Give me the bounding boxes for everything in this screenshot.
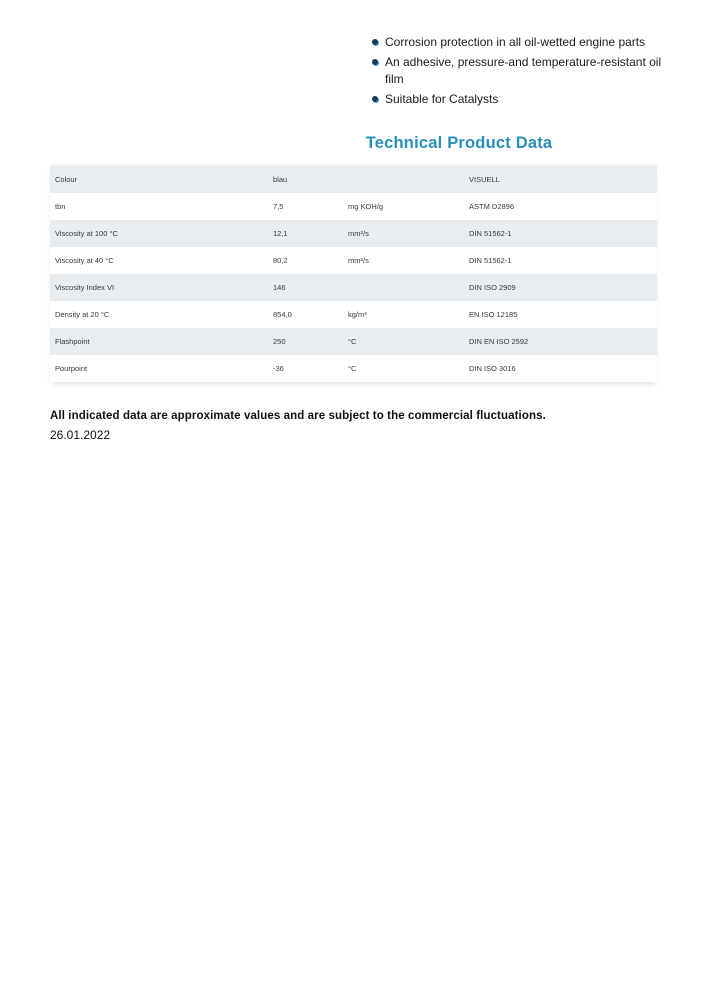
table-row <box>50 355 657 382</box>
method-cell: VISUELL <box>464 165 657 193</box>
value-cell: 854,0 <box>268 301 343 328</box>
table-row <box>50 274 657 301</box>
unit-cell: °C <box>343 355 464 382</box>
method-cell: DIN ISO 2909 <box>464 274 657 301</box>
document-date: 26.01.2022 <box>50 428 111 442</box>
feature-text: An adhesive, pressure-and temperature-resistant oil film <box>385 54 662 86</box>
property-cell: Density at 20 °C <box>50 301 268 328</box>
value-cell: -36 <box>268 355 343 382</box>
value-cell: 7,5 <box>268 193 343 220</box>
technical-data-table <box>50 164 657 382</box>
table-row <box>50 193 657 220</box>
value-cell: blau <box>268 165 343 193</box>
property-cell: Colour <box>50 165 268 193</box>
feature-item <box>372 54 672 89</box>
unit-cell: mm²/s <box>343 247 464 274</box>
property-cell: Flashpoint <box>50 328 268 355</box>
unit-cell: mm²/s <box>343 220 464 247</box>
feature-text: Suitable for Catalysts <box>385 91 499 106</box>
disclaimer-text: All indicated data are approximate values and are subject to the commercial fluctuations. <box>50 410 546 422</box>
table-row <box>50 165 657 193</box>
method-cell: ASTM D2896 <box>464 193 657 220</box>
value-cell: 146 <box>268 274 343 301</box>
table-row <box>50 220 657 247</box>
unit-cell: mg KOH/g <box>343 193 464 220</box>
table-row <box>50 301 657 328</box>
feature-item <box>372 91 672 109</box>
method-cell: EN ISO 12185 <box>464 301 657 328</box>
property-cell: tbn <box>50 193 268 220</box>
bullet-dot-icon <box>372 39 378 45</box>
property-cell: Pourpoint <box>50 355 268 382</box>
feature-list <box>372 34 672 110</box>
unit-cell: kg/m³ <box>343 301 464 328</box>
feature-text: Corrosion protection in all oil-wetted engine parts <box>385 35 646 49</box>
property-cell: Viscosity Index VI <box>50 274 268 301</box>
table-row <box>50 247 657 274</box>
property-cell: Viscosity at 40 °C <box>50 247 268 274</box>
bullet-dot-icon <box>372 59 378 65</box>
method-cell: DIN ISO 3016 <box>464 355 657 382</box>
property-cell: Viscosity at 100 °C <box>50 220 268 247</box>
feature-item <box>372 34 672 52</box>
method-cell: DIN 51562-1 <box>464 220 657 247</box>
unit-cell <box>343 165 464 193</box>
unit-cell: °C <box>343 328 464 355</box>
section-title: Technical Product Data <box>365 134 553 152</box>
unit-cell <box>343 274 464 301</box>
value-cell: 12,1 <box>268 220 343 247</box>
method-cell: DIN 51562-1 <box>464 247 657 274</box>
value-cell: 250 <box>268 328 343 355</box>
bullet-dot-icon <box>372 96 378 102</box>
table-row <box>50 328 657 355</box>
value-cell: 80,2 <box>268 247 343 274</box>
method-cell: DIN EN ISO 2592 <box>464 328 657 355</box>
